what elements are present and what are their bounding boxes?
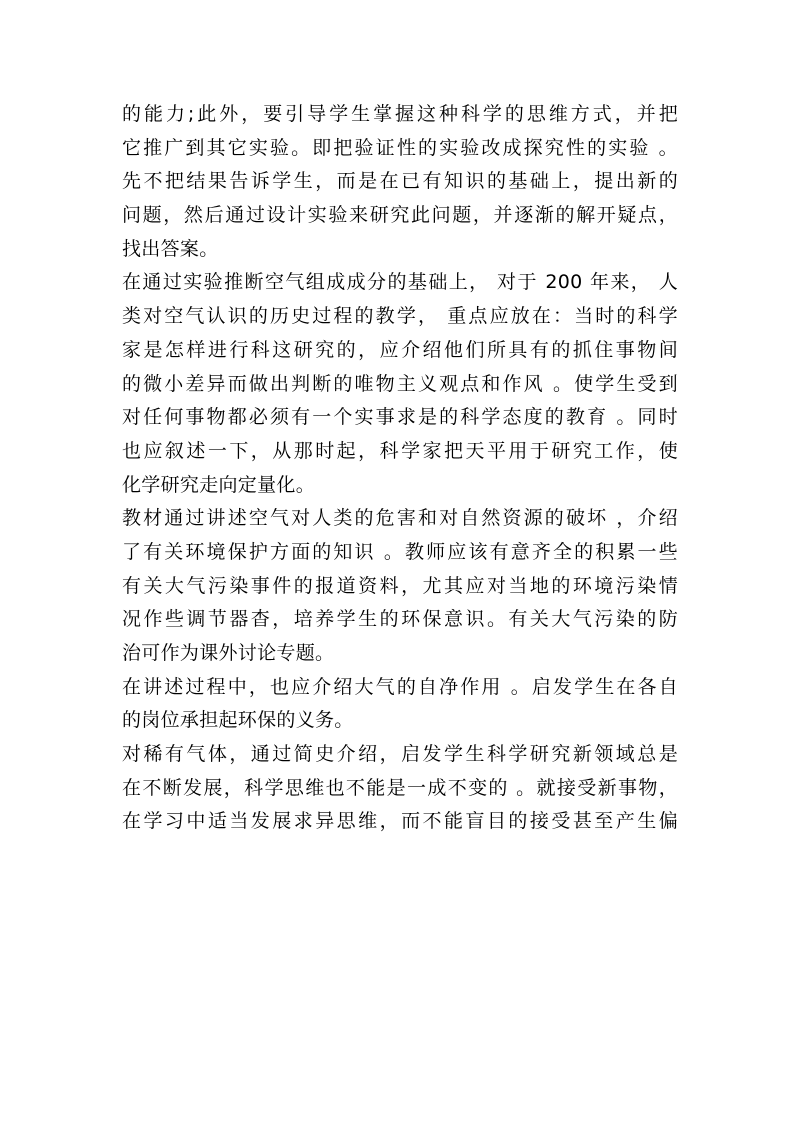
text-line: 有关大气污染事件的报道资料，尤其应对当地的环境污染情 [122, 574, 678, 597]
text-line: 对稀有气体，通过简史介绍，启发学生科学研究新领域总是 [122, 743, 678, 766]
text-line: 家是怎样进行科这研究的，应介绍他们所具有的抓住事物间 [122, 338, 678, 361]
text-line: 况作些调节器杳，培养学生的环保意识。有关大气污染的防 [122, 608, 678, 631]
text-line: 的微小差异而做出判断的唯物主义观点和作风 。使学生受到 [122, 372, 678, 395]
text-line: 类对空气认识的历史过程的教学， 重点应放在：当时的科学 [122, 305, 678, 328]
text-line: 在通过实验推断空气组成成分的基础上， 对于 200 年来， 人 [122, 271, 678, 294]
text-line: 的能力;此外，要引导学生掌握这种科学的思维方式，并把 [122, 103, 678, 125]
text-line: 在不断发展，科学思维也不能是一成不变的 。就接受新事物， [122, 776, 678, 799]
text-line: 治可作为课外讨论专题。 [122, 642, 335, 664]
text-line: 它推广到其它实验。即把验证性的实验改成探究性的实验 。 [122, 136, 678, 159]
text-line: 教材通过讲述空气对人类的危害和对自然资源的破坏 ，介绍 [122, 507, 678, 530]
text-line: 在讲述过程中，也应介绍大气的自净作用 。启发学生在各自 [122, 675, 678, 698]
text-line: 也应叙述一下，从那时起，科学家把天平用于研究工作，使 [122, 439, 678, 462]
text-line: 的岗位承担起环保的义务。 [122, 709, 354, 732]
text-line: 化学研究走向定量化。 [122, 473, 316, 496]
text-line: 对任何事物都必须有一个实事求是的科学态度的教育 。同时 [122, 406, 678, 429]
text-line: 在学习中适当发展求异思维，而不能盲目的接受甚至产生偏 [122, 810, 678, 833]
text-line: 找出答案。 [122, 237, 219, 260]
text-line: 了有关环境保护方面的知识 。教师应该有意齐全的积累一些 [122, 540, 678, 563]
text-line: 问题，然后通过设计实验来研究此问题，并逐渐的解开疑点， [122, 204, 678, 227]
body-text [122, 98, 678, 839]
text-line: 先不把结果告诉学生，而是在已有知识的基础上，提出新的 [122, 170, 678, 193]
